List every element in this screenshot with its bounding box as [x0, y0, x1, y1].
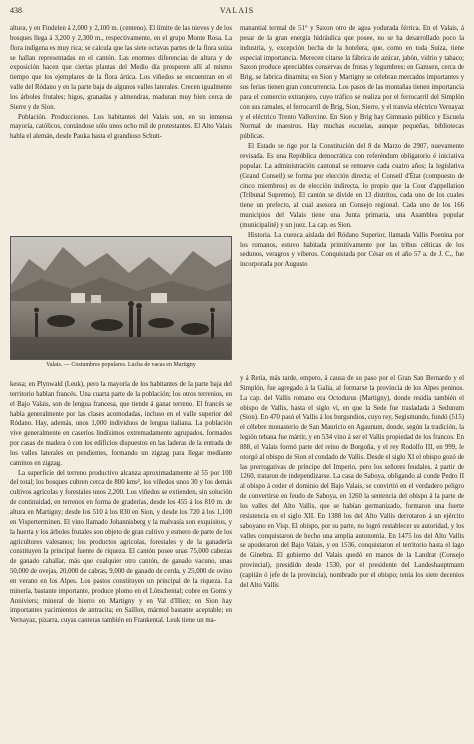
text-column-left-top — [10, 24, 232, 232]
photo-figure — [10, 236, 232, 370]
paragraph: Historia. La cuenca aislada del Ródano Superior, llamada Vallis Poenina por los romanos, estuvo habitada primitivamente por las tribus célticas de los sedunos, veragros y viberos. Conquistada por César en el año 57 a. de J. C., fue incorporada por Augusto — [240, 231, 464, 269]
photograph-illustration — [11, 237, 231, 359]
figure-caption: Valais. — Costumbres populares. Lucha de vacas en Martigny — [46, 362, 196, 368]
paragraph: manantial termal de 51° y Saxon otro de agua yodurada férrica. En el Valais, á pesar de la gran energía hidráulica que posee, no se ha desarrollado poco la industria, y, excepción hecha de la hotelera, que, como en toda Suiza, tiene especial importancia. Merecen citarse la fábrica de azúcar, jabón, vidrio y tabaco; Saxon produce apreciables conservas de frutas y legumbres; en Gamsen, cerca de Brig, se fabrica dinamita; en Sion y Martigny se celebran mercados importantes y sus ferias tienen gran concurrencia. Los pasos de las montañas tienen importancia para el comercio extranjero, cuyo tráfico se realiza por el ferrocarril del Simplón con sus ramales, el ferrocarril de Brig, Sion, Sierre, y el tranvía eléctrico Vernayaz y el eléctrico Trento Vallorcine. En Sion y Brig hay Gimnasio público y Escuela Normal de maestros. Hay muchas escuelas, aunque pequeñas, bibliotecas públicas. — [240, 25, 464, 141]
text-column-right-top — [240, 24, 464, 368]
paragraph: y á Retia, más tarde, empero, á causa de su paso por el Gran San Bernardo y el Simplón, fue agregado á la Galia, al formarse la provincia de los Alpes peninos. La cap. del Vallis romano era Octodurus (Martigny), donde residía también el obispo de Vallis, hasta el siglo vi, en que la Sede fue trasladada á Sedunum (Sion). En 470 pasó el Vallis á los burgundios, cuyo rey, Segismundo, fundó (515) el célebre monasterio de San Mauricio en Agaunum, donde, según la tradición, la legión tebana fue mártir, y en 534 vino á ser el Vallis propiedad de los francos. En 888, el Valais formó parte del reino de Borgoña, y el rey Rodolfo III, en 999, le otorgó al obispo de Sion el condado de Vallis. Desde el siglo XI el obispo gozó de las prerrogativas de príncipe del Imperio, pero los señores feudales, á partir de 1260, trataron de independizarse. La casa de Saboya, obligando al conde Pedro II al obispo á ceder el dominio del Bajo Valais, se convirtió en el verdadero peligro de convertirse en feudo de Saboya, en 1260 la sentencia del obispo á la parte de los valles del Alto Vallis, que se habían germanizado, formaron una fuerte resistencia en el siglo XII. En 1388 los del Alto Vallis derrotaron á un ejército saboyano en Visp. El obispo, por su parte, no logró restablecer su autoridad, y los valles conquistaron de hecho una amplia autonomía. En 1475 los del Alto Vallis se apoderaron del Bajo Valais, y en 1536, conquistaron el territorio hasta el lago de Ginebra. El gobierno del Valais quedó en manos de la Landrat (Consejo provincial), presidido desde 1530, por el presidente del Landeshauptmann (capitán ó jefe de la provincia), nombrado por el obispo; tenía los siete decenios del Alto Vallis — [240, 375, 464, 589]
page-header — [10, 6, 464, 20]
text-column-right-bottom — [240, 374, 464, 736]
paragraph: El Estado se rige por la Constitución del 8 de Marzo de 2907, nuevamente revisada. Es una República democrática con referéndum obligatorio é iniciativa popular. La administración cantonal se remueve cada cuatro años; la legislativa (Grand Conseil) se forma por elección directa; el Conseil d'État (compuesto de cinco miembros) es de elección indirecta, lo propio que la Cour d'appellation (Tribunal Supremo). El cantón se divide en 13 distritos, cada uno de los cuales tiene un prefecto, al cual asesora un Consejo regional. Cada uno de los 166 municipios del Valais tiene una Junta primaria, una Asamblea popular (municipalité) y un juez. La cap. es Sion. — [240, 143, 464, 229]
page-number: 438 — [10, 6, 22, 15]
running-title: VALAIS — [219, 6, 255, 15]
paragraph: altura, y en Findelen á 2,000 y 2,100 m. (centeno). El límite de las nieves y de los bosques llega á 3,200 y 2,300 m., respectivamente, en el grupo Monte Rosa. La flora indígena es muy rica; se calcula que las siete octavas partes de la flora suiza se hallan representadas en el cantón. Las enormes diferencias de altura y de exposición hacen que ciertas plantas del Medio día prosperen allí al mismo tiempo que los ejemplares de la flora ártica. Los viñedos se encuentran en el valle del Ródano y en la parte baja de algunos valles laterales. Crecen igualmente los árboles frutales; higos, granadas y almendras, maduran muy bien cerca de Sierre y de Sion. — [10, 25, 232, 111]
paragraph: Población. Producciones. Los habitantes del Valais son, en su inmensa mayoría, católicos, contándose sólo unos ocho mil de protestantes. El Alto Valais habla el alemán, desde Pauka hasta el grandioso Schutt- — [10, 113, 232, 141]
photograph-cow-fight-martigny — [10, 236, 232, 360]
text-column-left-bottom — [10, 380, 232, 736]
paragraph: kessa; en Plynwald (Leuk), pero la mayoría de los habitantes de la parte baja del territorio hablan francés. Una cuarta parte de la población; los otros terrenios, en el Bajo Valais, son de lengua francesa, que tiende á ganar terreno. El francés se habla generalmente por las clases acomodadas, incluso en el valle superior del Ródano. Hay, además, unos 1,000 individuos de lengua italiana. La población vive generalmente en caseríos lindísimos extremadamente agrupados, formados por casas de madera ó con los edificios dispuestos en las laderas de la entrada de los valles laterales en pendientes, formando un zigzag para llegar mediante caminos en zigzag. — [10, 381, 232, 467]
paragraph: La superficie del terreno productivo alcanza aproximadamente al 55 por 100 del total; los bosques cubren cerca de 800 kms², los viñedos unos 30 y los demás cultivos agrícolas y forestales unos 2,200. Los viñedos se extienden, sin solución de continuidad, en terrenos en forma de graderías, desde los 455 á los 810 m. de altura en Martigny; desde los 510 á los 830 en Sion, y desde los 720 á los 1,100 en Visperterminen. El vino llamado Johannisberg y la malvasía son exquisitos, y la huerta y los árboles frutales son objeto de gran cultivo y esmero de parte de los agricultores valesanos; los productos agrícolas, forestales y de la ganadería constituyen la principal fuente de riqueza. El cantón posee unas 75,000 cabezas de ganado caballar, más que cualquier otro cantón, de ganado vacuno, unas 50,000 de ovejas, 20,000 de cabras, 9,000 de ganado de cerda, y 25,000 de ovino en verano en los Alpes. Los pastos constituyen un principal de la riqueza. La minería, bastante importante, produce plomo en el Lötschental; cobre en Goms y Anniviers; mineral de hierro en Martigny y en Val d'Illiez; en Sion hay importantes yacimientos de antracita; en Saillon, mármol bastante aceptable; en Vernayaz, pizarra, cuyas canteras también en Frankental. Leuk tiene un ma- — [10, 469, 232, 625]
